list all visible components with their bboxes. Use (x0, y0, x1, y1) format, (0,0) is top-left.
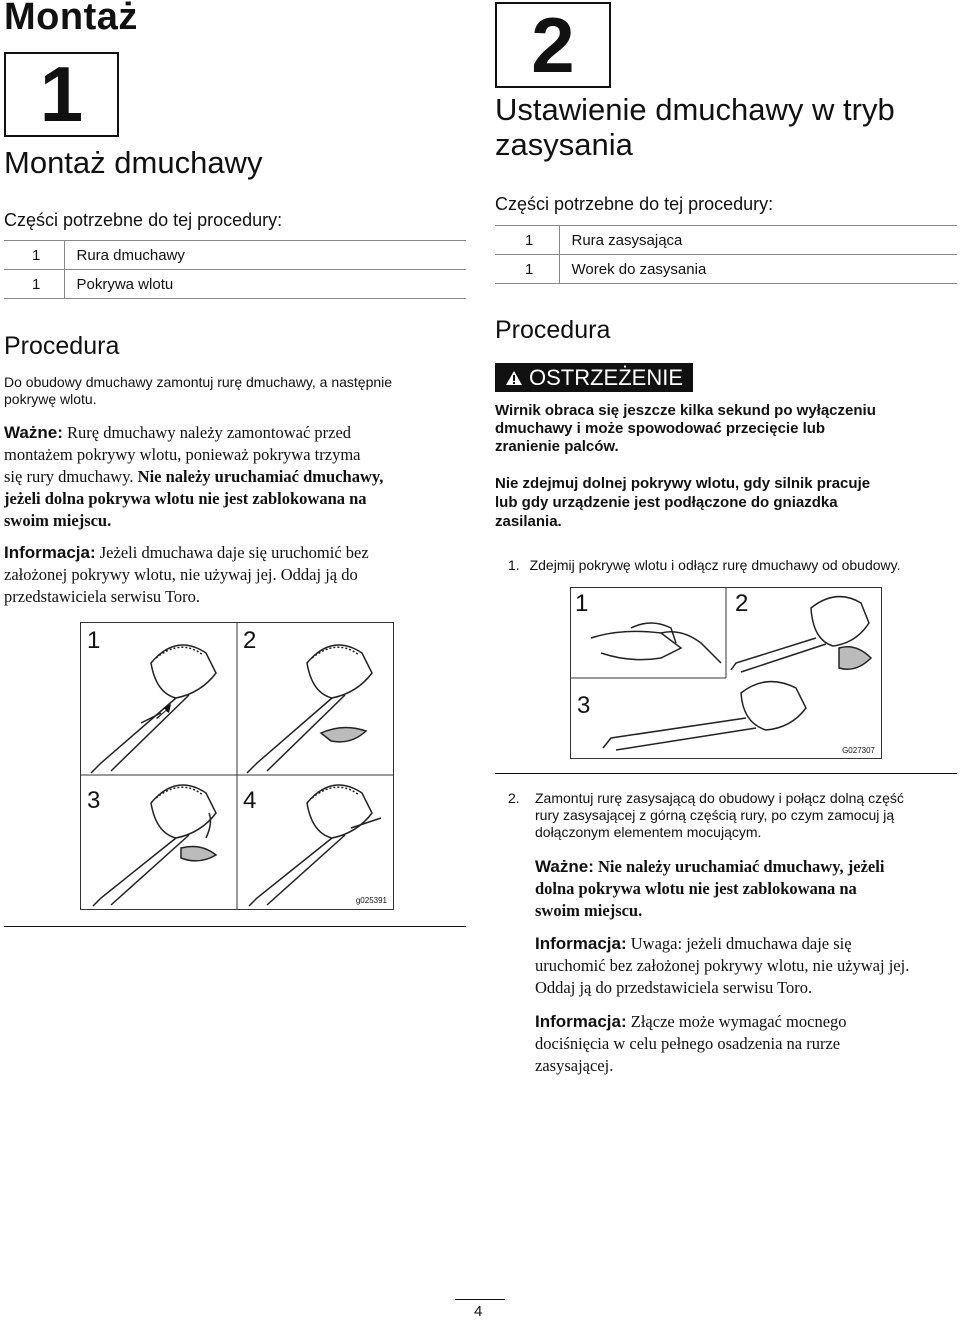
text-line: Jeżeli dmuchawa daje się uruchomić bez (99, 543, 369, 562)
parts-table (495, 225, 957, 284)
figure-code: G027307 (842, 746, 875, 755)
text-line: się rury dmuchawy. (4, 467, 134, 486)
text-line: Uwaga: jeżeli dmuchawa daje się (630, 934, 852, 953)
panel-label: 3 (87, 787, 101, 814)
table-row (4, 241, 466, 270)
part-qty: 1 (4, 241, 64, 270)
text-line-bold: swoim miejscu. (4, 511, 112, 530)
step-number-box (4, 52, 119, 137)
info-label: Informacja: (535, 1012, 627, 1031)
step-num: 2. (508, 790, 520, 806)
blower-illustration (81, 623, 393, 909)
step-title (495, 92, 895, 162)
text-line: Nie zdejmuj dolnej pokrywy wlotu, gdy silnik pracuje (495, 475, 871, 492)
part-qty: 1 (4, 270, 64, 299)
footer-rule (455, 1299, 505, 1300)
text-line: Zamontuj rurę zasysającą do obudowy i połącz dolną część (535, 790, 904, 806)
text-line: przedstawiciela serwisu Toro. (4, 587, 201, 606)
parts-heading: Części potrzebne do tej procedury: (4, 210, 283, 230)
procedure-heading: Procedura (495, 316, 611, 344)
procedure-heading: Procedura (4, 332, 120, 360)
warning-label: OSTRZEŻENIE (529, 365, 684, 390)
text-line: swoim miejscu. (535, 901, 643, 920)
text-line: Rurę dmuchawy należy zamontować przed (67, 423, 352, 442)
table-row (495, 255, 957, 284)
intro-text (4, 374, 392, 408)
text-line: Do obudowy dmuchawy zamontuj rurę dmuchawy, a następnie (4, 374, 393, 390)
divider (4, 926, 466, 927)
important-label: Ważne: (535, 857, 594, 876)
table-row (495, 226, 957, 255)
warning-text (495, 402, 876, 456)
text-line: dociśnięcia w celu pełnego osadzenia na rurze (535, 1034, 841, 1053)
info-note (535, 933, 960, 999)
panel-label: 1 (575, 590, 589, 617)
text-line: Nie należy uruchamiać dmuchawy, jeżeli (598, 857, 885, 876)
step-2 (508, 790, 958, 841)
text-line: zasilania. (495, 513, 562, 530)
text-line-bold: Nie należy uruchamiać dmuchawy, (137, 467, 384, 486)
title-line: Ustawienie dmuchawy w tryb (495, 92, 895, 127)
important-label: Ważne: (4, 423, 63, 442)
parts-table (4, 240, 466, 299)
arrow-icon (156, 704, 171, 719)
divider (495, 773, 957, 774)
part-name: Rura zasysająca (559, 226, 957, 255)
blower-illustration (571, 588, 881, 758)
panel-label: 1 (87, 627, 101, 654)
info-label: Informacja: (535, 934, 627, 953)
panel-label: 3 (577, 692, 591, 719)
table-row (4, 270, 466, 299)
text-line: dmuchawy i może spowodować przecięcie lub (495, 420, 826, 437)
step-1 (508, 557, 900, 574)
part-name: Rura dmuchawy (64, 241, 466, 270)
important-note (4, 422, 474, 532)
text-line: Wirnik obraca się jeszcze kilka sekund po wyłączeniu (495, 402, 876, 419)
text-line: dołączonym elementem mocującym. (535, 824, 762, 840)
text-line: dolna pokrywa wlotu nie jest zablokowana na (535, 879, 857, 898)
part-name: Worek do zasysania (559, 255, 957, 284)
panel-label: 2 (735, 590, 749, 617)
text-line: pokrywę wlotu. (4, 391, 97, 407)
part-qty: 1 (495, 255, 559, 284)
title-line: zasysania (495, 127, 633, 162)
text-line: zasysającej. (535, 1056, 614, 1075)
step-number-box (495, 2, 611, 88)
panel-label: 2 (243, 627, 257, 654)
warning-text-2 (495, 474, 870, 531)
assembly-figure (80, 622, 394, 910)
text-line: zranienie palców. (495, 438, 619, 455)
step-text: Zdejmij pokrywę wlotu i odłącz rurę dmuchawy od obudowy. (529, 557, 901, 573)
step-title: Montaż dmuchawy (4, 145, 263, 180)
warning-icon (505, 370, 523, 386)
info-label: Informacja: (4, 543, 96, 562)
step-number: 2 (531, 0, 575, 89)
text-line: założonej pokrywy wlotu, nie używaj jej. Oddaj ją do (4, 565, 358, 584)
info-note (535, 1011, 960, 1077)
text-line: uruchomić bez założonej pokrywy wlotu, nie używaj jej. (535, 956, 910, 975)
text-line: Oddaj ją do przedstawiciela serwisu Toro. (535, 978, 813, 997)
section-title: Montaż (4, 0, 138, 38)
parts-heading: Części potrzebne do tej procedury: (495, 194, 774, 214)
text-line-bold: jeżeli dolna pokrywa wlotu nie jest zablokowana na (4, 489, 367, 508)
part-qty: 1 (495, 226, 559, 255)
step-num: 1. (508, 557, 520, 573)
text-line: montażem pokrywy wlotu, ponieważ pokrywa trzyma (4, 445, 361, 464)
figure-code: g025391 (355, 896, 387, 905)
text-line: rury zasysającej z górną częścią rury, po czym zamocuj ją (535, 807, 895, 823)
part-name: Pokrywa wlotu (64, 270, 466, 299)
info-note (4, 542, 474, 608)
important-note (535, 856, 960, 922)
panel-label: 4 (243, 787, 257, 814)
warning-banner (495, 363, 693, 392)
suction-figure (570, 587, 882, 759)
text-line: Złącze może wymagać mocnego (630, 1012, 847, 1031)
text-line: lub gdy urządzenie jest podłączone do gniazdka (495, 494, 838, 511)
page-number: 4 (474, 1303, 483, 1320)
step-number: 1 (39, 50, 84, 138)
